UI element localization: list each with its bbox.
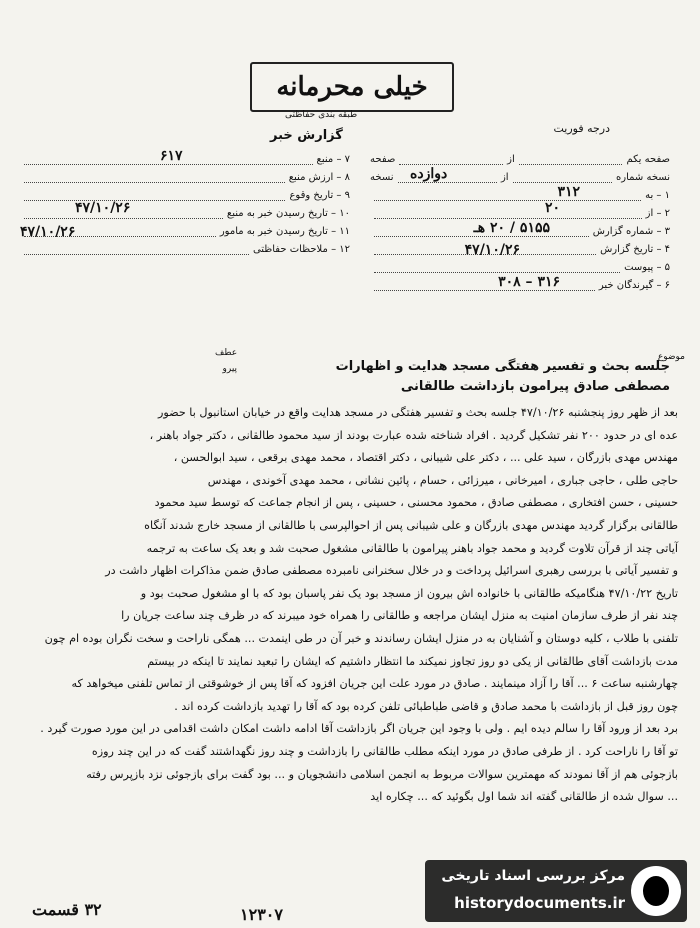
subject-text: جلسه بحث و تفسیر هفتگی مسجد هدایت و اظهارات مصطفی صادق پیرامون بازداشت طالقانی	[335, 359, 670, 394]
footer-registration-number: ۳۲ قسمت	[32, 900, 102, 919]
reference-labels	[215, 345, 237, 377]
report-body	[20, 402, 678, 809]
report-title: گزارش خبر	[270, 128, 343, 143]
body-line: ... سوال شده از طالقانی گفته اند شما اول بگوئید که ... چکاره اید	[370, 790, 678, 804]
watermark-url[interactable]: historydocuments.ir	[454, 894, 625, 912]
field-date-to-agent: ۱۱ – تاریخ رسیدن خبر به مامور ۴۷/۱۰/۲۶	[20, 224, 350, 240]
stamp-subtitle: طبقه بندی حفاظتی	[285, 110, 358, 120]
date-to-agent-value: ۴۷/۱۰/۲۶	[20, 224, 76, 240]
body-line: عده ای در حدود ۲۰۰ نفر تشکیل گردید . افراد شناخته شده عبارت بودند از سید محمود طالقانی ، دکتر جواد باهنر ،	[149, 428, 678, 442]
ref-label-peyro: پیرو	[222, 364, 238, 374]
field-report-number: ۳ – شماره گزارش ۵۱۵۵ / ۲۰ هـ	[370, 222, 670, 240]
body-line: و تفسیر آیاتی با بررسی رهبری اسرائیل پرداخت و در خلال سخنرانی نامبرده مصطفی صادق ضمن مذاکرات اظهار داشت در	[105, 564, 678, 578]
field-security-notes: ۱۲ – ملاحظات حفاظتی	[20, 240, 350, 258]
field-from: ۲ – از ۲۰	[370, 204, 670, 222]
copy-count-value: دوازده	[410, 166, 448, 182]
body-line: طالقانی برگزار گردید مهندس مهدی بازرگان و علی شیبانی پس از احوالپرسی با طالقانی از مسجد خارج شدند آنگاه	[144, 518, 678, 532]
right-field-column	[370, 150, 670, 294]
field-source: ۷ – منبع ۶۱۷	[20, 150, 350, 168]
body-line: تاریخ ۴۷/۱۰/۲۲ هنگامیکه طالقانی با خانواده اش بیرون از مسجد بود یک نفر پاسبان بود که با او مشغول صحبت بود و	[140, 586, 678, 600]
archive-logo-icon	[631, 866, 681, 916]
recipients-value: ۳۱۶ – ۳۰۸	[498, 274, 560, 290]
field-recipients: ۶ – گیرندگان خبر ۳۱۶ – ۳۰۸	[370, 276, 670, 294]
field-date-to-source: ۱۰ – تاریخ رسیدن خبر به منبع ۴۷/۱۰/۲۶	[20, 204, 350, 222]
source-value: ۶۱۷	[160, 148, 183, 164]
body-line: بازجوئی هم از آقا نمودند که مهمترین سوالات مربوط به انجمن اسلامی دانشجویان و ... بود گفت برای بازجوئی نزد بازپرس رفته	[86, 767, 678, 781]
field-report-date: ۴ – تاریخ گزارش ۴۷/۱۰/۲۶	[370, 240, 670, 258]
field-attachment: ۵ – پیوست	[370, 258, 670, 276]
body-line: حسینی ، حسن افتخاری ، مصطفی صادق ، محمود محسنی ، حسینی ، پس از انجام جماعت که توسط سید محمود	[154, 496, 678, 510]
body-line: تو آقا را ناراحت کرد . از طرفی صادق در مورد اینکه مطلب طالقانی را بازداشت و چند روز نگهداشتند گفت که در این چند روزه	[91, 744, 678, 758]
field-source-value: ۸ – ارزش منبع	[20, 168, 350, 186]
subject-label: موضوع	[657, 352, 685, 362]
body-line: حاجی طلی ، حاجی جباری ، امیرخانی ، میرزائی ، حسام ، پائین نشانی ، محمد مهدی آخوندی ، مهندس	[207, 473, 678, 487]
urgency-label: درجه فوریت	[553, 122, 610, 135]
report-number-value: ۵۱۵۵ / ۲۰ هـ	[473, 220, 550, 236]
field-to: ۱ – به ۳۱۲	[370, 186, 670, 204]
ref-label-atf: عطف	[215, 348, 238, 358]
field-page: صفحه یکم از صفحه	[370, 153, 670, 165]
body-line: مدت بازداشت آقای طالقانی از یکی دو روز تجاوز نمیکند ما انتظار داشتیم که ایشان را تبعید نمایند تا اینکه در بیستم	[147, 654, 678, 668]
classification-stamp: خیلی محرمانه	[250, 62, 454, 112]
date-to-source-value: ۴۷/۱۰/۲۶	[75, 200, 131, 216]
left-field-column	[20, 150, 350, 258]
field-occurrence-date: ۹ – تاریخ وقوع	[20, 186, 350, 204]
body-line: مهندس مهدی بازرگان ، سید علی ... ، دکتر علی شیبانی ، دکتر اقتصاد ، محمد مهدی برقعی ، سید ابوالحسن ،	[173, 451, 678, 465]
report-date-value: ۴۷/۱۰/۲۶	[464, 242, 520, 258]
body-line: بعد از ظهر روز پنجشنبه ۴۷/۱۰/۲۶ جلسه بحث و تفسیر هفتگی در مسجد هدایت واقع در خیابان استانبول با حضور	[157, 406, 678, 419]
field-copy-number: نسخه شماره از دوازده نسخه	[370, 166, 670, 183]
body-line: برد بعد از ورود آقا را سالم دیده ایم . ولی با وجود این جریان اگر بازداشت آقا ادامه داشت امکان داشت اقدامی در این مورد صورت گیرد .	[40, 722, 678, 736]
from-value: ۲۰	[544, 200, 560, 216]
body-line: تلفنی با طلاب ، کلیه دوستان و آشنایان به در منزل ایشان رساندند و خبر آن در طی اینمدت ... همگی ناراحت و سخت نگران بوده ام چون	[44, 631, 678, 645]
footer-doc-number: ۱۲۳۰۷	[240, 905, 283, 924]
body-line: آیاتی چند از قرآن تلاوت گردید و محمد جواد باهنر پیرامون با طالقانی مشغول صحبت شد و بعد یک ساعت به ترجمه	[146, 541, 678, 555]
body-line: چون روز قبل از بازداشت با محمد صادق و قاضی طباطبائی تلفن کرده بود که آقا را تهدید بازداشت کرده اند .	[174, 699, 678, 713]
body-line: چهارشنبه ساعت ۶ ... آقا را آزاد مینمایند . صادق در مورد علت این جریان افزود که آقا پس از خوشوقتی از تماس تلفنی میخواهد که	[71, 677, 678, 691]
watermark-banner	[425, 860, 687, 922]
to-value: ۳۱۲	[557, 184, 580, 200]
watermark-text-fa: مرکز بررسی اسناد تاریخی	[441, 868, 625, 884]
body-line: چند نفر از طرف سازمان امنیت به منزل ایشان مراجعه و طالقانی را همراه خود میبرند که در ظرف چند ساعت جریان را	[121, 609, 678, 623]
